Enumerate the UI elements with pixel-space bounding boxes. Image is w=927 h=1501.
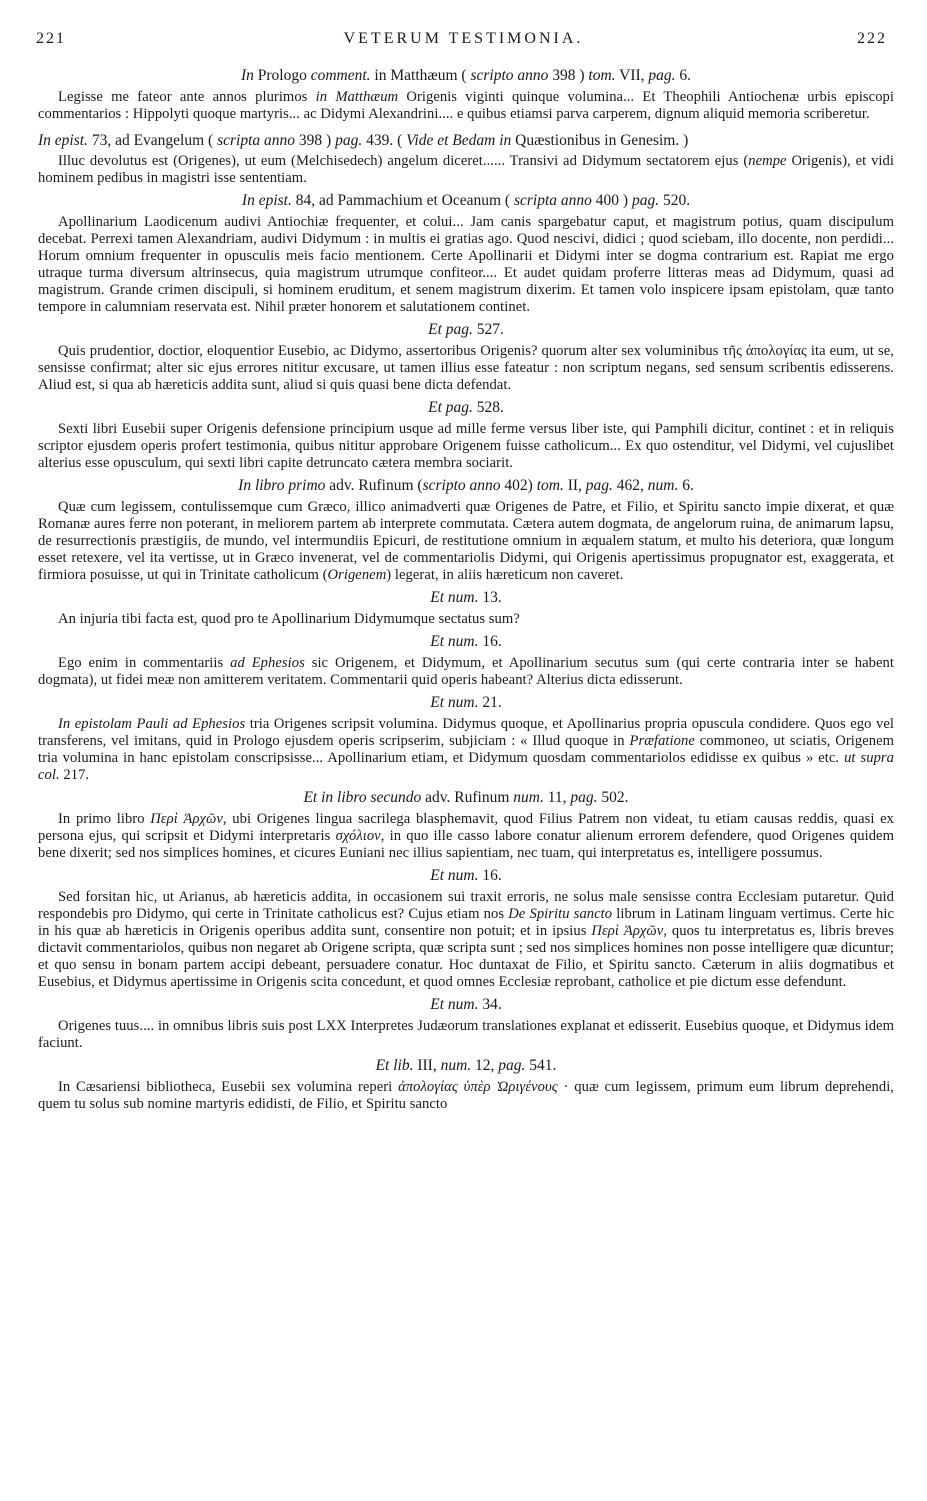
citation-heading: Et in libro secundo adv. Rufinum num. 11, pag. 502. [303,789,629,806]
body-paragraph: Quæ cum legissem, contulissemque cum Græco, illico animadverti quæ Origenes de Patre, et Filio, et Spiritu sancto impie dixerat, et quæ Romanæ aures ferre non poterant, in meliorem partem ab interprete commutata. Cætera autem dogmata, de angelorum ruina, de animarum lapsu, de resurrectionis præstigiis, de mundo, vel intermundiis Epicuri, de restitutione omnium in æqualem statum, et multo his deteriora, quæ longum esset retexere, vel ita vertisse, ut in Græco invenerat, vel de commentariolis Didymi, qui Origenis apertissimus propugnator est, exaggerata, et firmiora posuisse, ut qui in Trinitate catholicum (Origenem) legerat, in aliis hæreticum non caveret. [38,499,894,583]
page-number-left: 221 [36,30,66,47]
citation-heading: Et pag. 528. [428,399,504,416]
citation-heading: Et num. 21. [430,694,502,711]
body-paragraph: Quis prudentior, doctior, eloquentior Eusebio, ac Didymo, assertoribus Origenis? quorum alter sex voluminibus τῆς ἀπολογίας ita eum, ut se, sensisse confirmat; alter sic ejus errores nititur excusare, ut tamen illius esse fateatur : non scriptum negans, sed sensum scribentis edisserens. Aliud est, si qua ab hæreticis addita sunt, aliud si quis quasi bene dicta defendat. [38,343,894,393]
body-paragraph: Sexti libri Eusebii super Origenis defensione principium usque ad mille ferme versus liber iste, qui Pamphili dicitur, continet : et in reliquis scriptor ejusdem operis profert testimonia, quibus nititur approbare Origenem fuisse catholicum... Ex quo ostenditur, vel Didymi, vel cujuslibet alterius esse opusculum, qui sexti libri capite detruncato cætera membra sociarit. [38,421,894,471]
citation-heading: Et num. 34. [430,996,502,1013]
citation-heading: In epist. 73, ad Evangelum ( scripta anno 398 ) pag. 439. ( Vide et Bedam in Quæstionibus in Genesim. ) [38,132,689,149]
body-paragraph: An injuria tibi facta est, quod pro te Apollinarium Didymumque sectatus sum? [58,611,520,627]
body-paragraph: In primo libro Περὶ Ἀρχῶν, ubi Origenes lingua sacrilega blasphemavit, quod Filius Patrem non videat, tu etiam causas reddis, quasi ex persona ejus, qui scripsit et Didymi interpretaris σχόλιον, in quo ille casso labore conatur alienum errorem defendere, quod Origenes quidem bene dixerit; sed nos simplices homines, et cicures Euniani nec illius sapientiam, nec tuam, qui interpretatus es, intelligere possumus. [38,811,894,861]
citation-heading: Et lib. III, num. 12, pag. 541. [375,1057,557,1074]
citation-heading: Et pag. 527. [428,321,504,338]
body-paragraph: In epistolam Pauli ad Ephesios tria Origenes scripsit volumina. Didymus quoque, et Apollinarius propria opuscula condidere. Quos ego vel transferens, vel imitans, quid in Prologo ejusdem operis scripserim, subjiciam : « Illud quoque in Præfatione commoneo, ut sciatis, Origenem tria volumina in hanc epistolam conscripsisse... Apollinarium etiam, et Didymum quosdam commentariolos edidisse ex quibus » etc. ut supra col. 217. [38,716,895,783]
citation-heading: Et num. 13. [430,589,502,606]
citation-heading: Et num. 16. [430,867,502,884]
citation-heading: In libro primo adv. Rufinum (scripto anno 402) tom. II, pag. 462, num. 6. [238,477,694,494]
body-paragraph: Legisse me fateor ante annos plurimos in Matthæum Origenis viginti quinque volumina... Et Theophili Antiochenæ urbis episcopi commentarios : Hippolyti quoque martyris... ac Didymi Alexandrini.... e quibus etiamsi parva carperem, dignum aliquid memoria scriberetur. [38,89,894,122]
body-paragraph: Sed forsitan hic, ut Arianus, ab hæreticis addita, in occasionem sui traxit erroris, ne solus male sensisse contra Ecclesiam putaretur. Quid respondebis pro Didymo, qui certe in Trinitate catholicus est? Cujus etiam nos De Spiritu sancto librum in Latinam linguam vertimus. Certe hic in his quæ ab hæreticis in Origenis operibus addita sunt, consentire non potuit; et in ipsius Περὶ Ἀρχῶν, quos tu interpretatus es, libris breves dictavit commentariolos, quibus non negaret ab Origene scripta, quæ scripta sunt ; sed nos simplices homines non posse intelligere quæ dicuntur; et quo sensu in bonam partem accipi debeant, persuadere conatur. Hoc duntaxat de Filio, et Spiritu sancto. Cæterum in aliis dogmatibus et Eusebius, et Didymus apertissime in Origenis scita concedunt, et quod omnes Ecclesiæ reprobant, catholice et pie dictum esse defendunt. [38,889,895,990]
body-paragraph: Apollinarium Laodicenum audivi Antiochiæ frequenter, et colui... Jam canis spargebatur caput, et magistrum potius, quam discipulum decebat. Perrexi tamen Alexandriam, audivi Didymum : in multis ei gratias ago. Quod nescivi, didici ; quod sciebam, illo docente, non perdidi... Horum omnium frequenter in opusculis meis facio mentionem. Certe Apollinarii et Didymi inter se dogma contrarium est. Rapiat me ergo utraque turma diversum altrinsecus, quia magistrum utrumque confiteor.... Et audet quidam proferre litteras meas ad Didymum, quasi ad magistrum. Grande crimen discipuli, si hominem eruditum, et senem magistrum dixerim. Et tamen volo inspicere ipsam epistolam, quæ tanto tempore in calumniam reservata est. Nihil præter honorem et salutationem continet. [38,214,894,315]
citation-heading: Et num. 16. [430,633,502,650]
citation-heading: In Prologo comment. in Matthæum ( scripto anno 398 ) tom. VII, pag. 6. [240,67,692,84]
citation-heading: In epist. 84, ad Pammachium et Oceanum ( scripta anno 400 ) pag. 520. [241,192,691,209]
running-title: VETERUM TESTIMONIA. [343,30,584,47]
body-paragraph: Origenes tuus.... in omnibus libris suis post LXX Interpretes Judæorum translationes explanat et edisserit. Eusebius quoque, et Didymus idem faciunt. [38,1018,894,1051]
body-paragraph: In Cæsariensi bibliotheca, Eusebii sex volumina reperi ἀπολογίας ὑπὲρ Ὠριγένους · quæ cum legissem, primum eum librum deprehendi, quem tu solus sub nomine martyris edidisti, de Filio, et Spiritu sancto [38,1079,895,1112]
running-header [28,30,899,56]
body-paragraph: Illuc devolutus est (Origenes), ut eum (Melchisedech) angelum diceret...... Transivi ad Didymum sectatorem ejus (nempe Origenis), et vidi hominem pedibus in magistri isse sententiam. [38,153,894,186]
page-number-right: 222 [857,30,887,47]
text-body [38,62,894,1117]
body-paragraph: Ego enim in commentariis ad Ephesios sic Origenem, et Didymum, et Apollinarium secutus sum (qui certe contraria inter se habent dogmata), ut fidei meæ non amitterem veritatem. Commentarii quid operis habeant? Alterius dicta edisserunt. [38,655,894,688]
